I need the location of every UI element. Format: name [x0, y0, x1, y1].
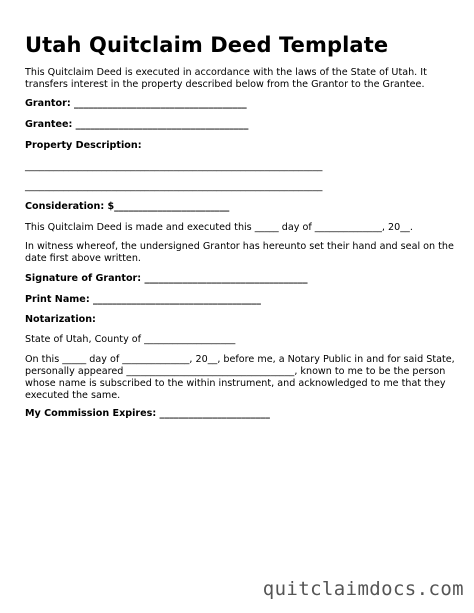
property-description-blank-2: ______________________________________________________________	[25, 181, 323, 192]
property-description-blank-1: ______________________________________________________________	[25, 161, 323, 172]
state-county-line: State of Utah, County of ___________________	[25, 334, 236, 345]
execution-date-line: This Quitclaim Deed is made and executed this _____ day of ______________, 20__.	[25, 222, 413, 233]
property-description-label: Property Description:	[25, 140, 142, 151]
site-watermark: quitclaimdocs.com	[262, 578, 464, 600]
notary-paragraph-line-1: On this _____ day of ______________, 20__, before me, a Notary Public in and for said State,	[25, 354, 455, 365]
witness-paragraph-line-1: In witness whereof, the undersigned Grantor has hereunto set their hand and seal on the	[25, 241, 454, 252]
commission-expires-field: My Commission Expires: _______________________	[25, 408, 270, 419]
intro-paragraph-line-2: transfers interest in the property described below from the Grantor to the Grantee.	[25, 79, 425, 90]
grantor-signature-field: Signature of Grantor: __________________________________	[25, 273, 308, 284]
grantor-field: Grantor: ____________________________________	[25, 98, 247, 109]
notary-paragraph-line-2: personally appeared ___________________________________, known to me to be the person	[25, 366, 446, 377]
document-title: Utah Quitclaim Deed Template	[25, 33, 389, 57]
print-name-field: Print Name: ___________________________________	[25, 294, 261, 305]
notary-paragraph-line-4: executed the same.	[25, 390, 121, 401]
notary-paragraph-line-3: whose name is subscribed to the within instrument, and acknowledged to me that they	[25, 378, 446, 389]
grantee-field: Grantee: ____________________________________	[25, 119, 249, 130]
notarization-heading: Notarization:	[25, 314, 96, 325]
consideration-field: Consideration: $________________________	[25, 201, 230, 212]
witness-paragraph-line-2: date first above written.	[25, 253, 141, 264]
intro-paragraph-line-1: This Quitclaim Deed is executed in accordance with the laws of the State of Utah. It	[25, 67, 427, 78]
